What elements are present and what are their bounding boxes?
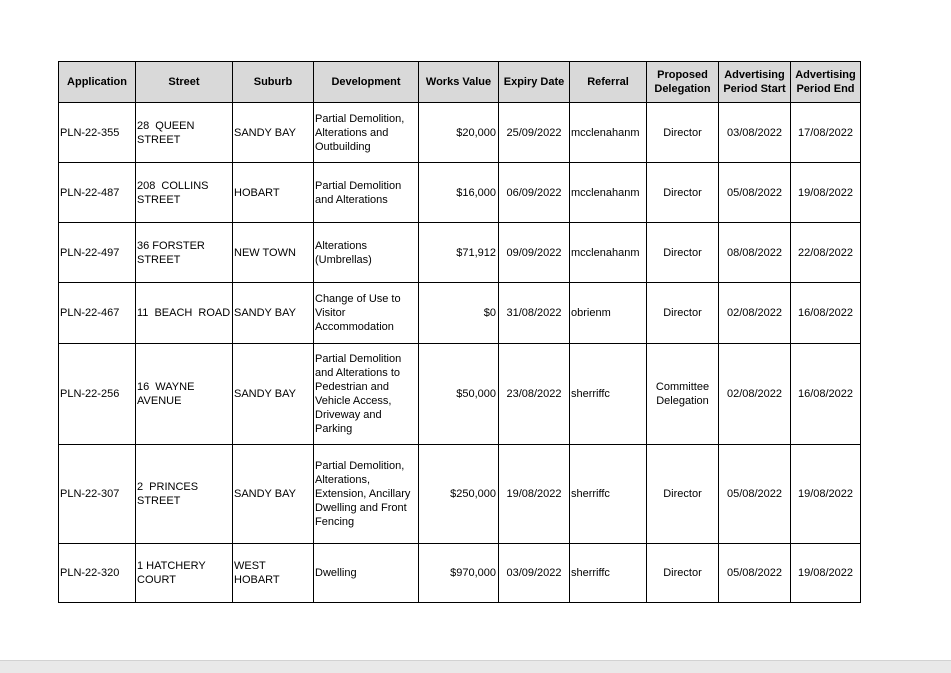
cell-suburb: SANDY BAY xyxy=(233,283,314,344)
cell-development: Dwelling xyxy=(314,544,419,603)
header-suburb: Suburb xyxy=(233,62,314,103)
cell-delegation: Committee Delegation xyxy=(647,344,719,445)
cell-advertising-end: 19/08/2022 xyxy=(791,163,861,223)
cell-advertising-end: 19/08/2022 xyxy=(791,544,861,603)
cell-advertising-start: 02/08/2022 xyxy=(719,344,791,445)
header-works-value: Works Value xyxy=(419,62,499,103)
header-referral: Referral xyxy=(570,62,647,103)
cell-referral: mcclenahanm xyxy=(570,163,647,223)
cell-works-value: $50,000 xyxy=(419,344,499,445)
cell-suburb: SANDY BAY xyxy=(233,445,314,544)
cell-street: 28 QUEEN STREET xyxy=(136,103,233,163)
table-row xyxy=(59,544,861,603)
table-row xyxy=(59,103,861,163)
cell-street: 1 HATCHERY COURT xyxy=(136,544,233,603)
header-advertising-period-end: Advertising Period End xyxy=(791,62,861,103)
cell-delegation: Director xyxy=(647,223,719,283)
cell-suburb: NEW TOWN xyxy=(233,223,314,283)
cell-expiry-date: 23/08/2022 xyxy=(499,344,570,445)
cell-development: Partial Demolition and Alterations to Pedestrian and Vehicle Access, Driveway and Parking xyxy=(314,344,419,445)
cell-delegation: Director xyxy=(647,445,719,544)
cell-expiry-date: 31/08/2022 xyxy=(499,283,570,344)
cell-suburb: HOBART xyxy=(233,163,314,223)
cell-works-value: $970,000 xyxy=(419,544,499,603)
cell-expiry-date: 25/09/2022 xyxy=(499,103,570,163)
table-row xyxy=(59,223,861,283)
cell-delegation: Director xyxy=(647,103,719,163)
cell-works-value: $71,912 xyxy=(419,223,499,283)
cell-works-value: $16,000 xyxy=(419,163,499,223)
cell-application: PLN-22-497 xyxy=(59,223,136,283)
cell-development: Partial Demolition and Alterations xyxy=(314,163,419,223)
header-expiry-date: Expiry Date xyxy=(499,62,570,103)
cell-delegation: Director xyxy=(647,163,719,223)
cell-delegation: Director xyxy=(647,283,719,344)
cell-referral: sherriffc xyxy=(570,445,647,544)
cell-application: PLN-22-467 xyxy=(59,283,136,344)
cell-advertising-start: 08/08/2022 xyxy=(719,223,791,283)
cell-expiry-date: 19/08/2022 xyxy=(499,445,570,544)
cell-works-value: $20,000 xyxy=(419,103,499,163)
cell-advertising-end: 16/08/2022 xyxy=(791,283,861,344)
header-row xyxy=(59,62,861,103)
cell-advertising-start: 05/08/2022 xyxy=(719,445,791,544)
cell-application: PLN-22-307 xyxy=(59,445,136,544)
cell-street: 36 FORSTER STREET xyxy=(136,223,233,283)
cell-application: PLN-22-355 xyxy=(59,103,136,163)
cell-advertising-start: 02/08/2022 xyxy=(719,283,791,344)
cell-development: Alterations (Umbrellas) xyxy=(314,223,419,283)
cell-suburb: WEST HOBART xyxy=(233,544,314,603)
cell-advertising-end: 22/08/2022 xyxy=(791,223,861,283)
cell-referral: sherriffc xyxy=(570,544,647,603)
cell-advertising-end: 19/08/2022 xyxy=(791,445,861,544)
header-street: Street xyxy=(136,62,233,103)
cell-advertising-start: 05/08/2022 xyxy=(719,163,791,223)
cell-referral: mcclenahanm xyxy=(570,103,647,163)
page-bottom-edge xyxy=(0,660,951,673)
cell-expiry-date: 09/09/2022 xyxy=(499,223,570,283)
cell-development: Partial Demolition, Alterations, Extension, Ancillary Dwelling and Front Fencing xyxy=(314,445,419,544)
cell-street: 11 BEACH ROAD xyxy=(136,283,233,344)
cell-suburb: SANDY BAY xyxy=(233,344,314,445)
table-row xyxy=(59,283,861,344)
cell-advertising-start: 03/08/2022 xyxy=(719,103,791,163)
cell-works-value: $0 xyxy=(419,283,499,344)
cell-referral: obrienm xyxy=(570,283,647,344)
cell-advertising-start: 05/08/2022 xyxy=(719,544,791,603)
cell-development: Change of Use to Visitor Accommodation xyxy=(314,283,419,344)
cell-suburb: SANDY BAY xyxy=(233,103,314,163)
table-row xyxy=(59,163,861,223)
applications-table xyxy=(58,61,861,603)
cell-expiry-date: 03/09/2022 xyxy=(499,544,570,603)
header-development: Development xyxy=(314,62,419,103)
cell-street: 16 WAYNE AVENUE xyxy=(136,344,233,445)
header-advertising-period-start: Advertising Period Start xyxy=(719,62,791,103)
cell-advertising-end: 17/08/2022 xyxy=(791,103,861,163)
cell-advertising-end: 16/08/2022 xyxy=(791,344,861,445)
cell-application: PLN-22-256 xyxy=(59,344,136,445)
header-application: Application xyxy=(59,62,136,103)
cell-street: 208 COLLINS STREET xyxy=(136,163,233,223)
cell-referral: sherriffc xyxy=(570,344,647,445)
cell-application: PLN-22-487 xyxy=(59,163,136,223)
cell-application: PLN-22-320 xyxy=(59,544,136,603)
table-row xyxy=(59,344,861,445)
cell-development: Partial Demolition, Alterations and Outbuilding xyxy=(314,103,419,163)
cell-works-value: $250,000 xyxy=(419,445,499,544)
cell-expiry-date: 06/09/2022 xyxy=(499,163,570,223)
cell-street: 2 PRINCES STREET xyxy=(136,445,233,544)
cell-referral: mcclenahanm xyxy=(570,223,647,283)
cell-delegation: Director xyxy=(647,544,719,603)
table-row xyxy=(59,445,861,544)
header-proposed-delegation: Proposed Delegation xyxy=(647,62,719,103)
